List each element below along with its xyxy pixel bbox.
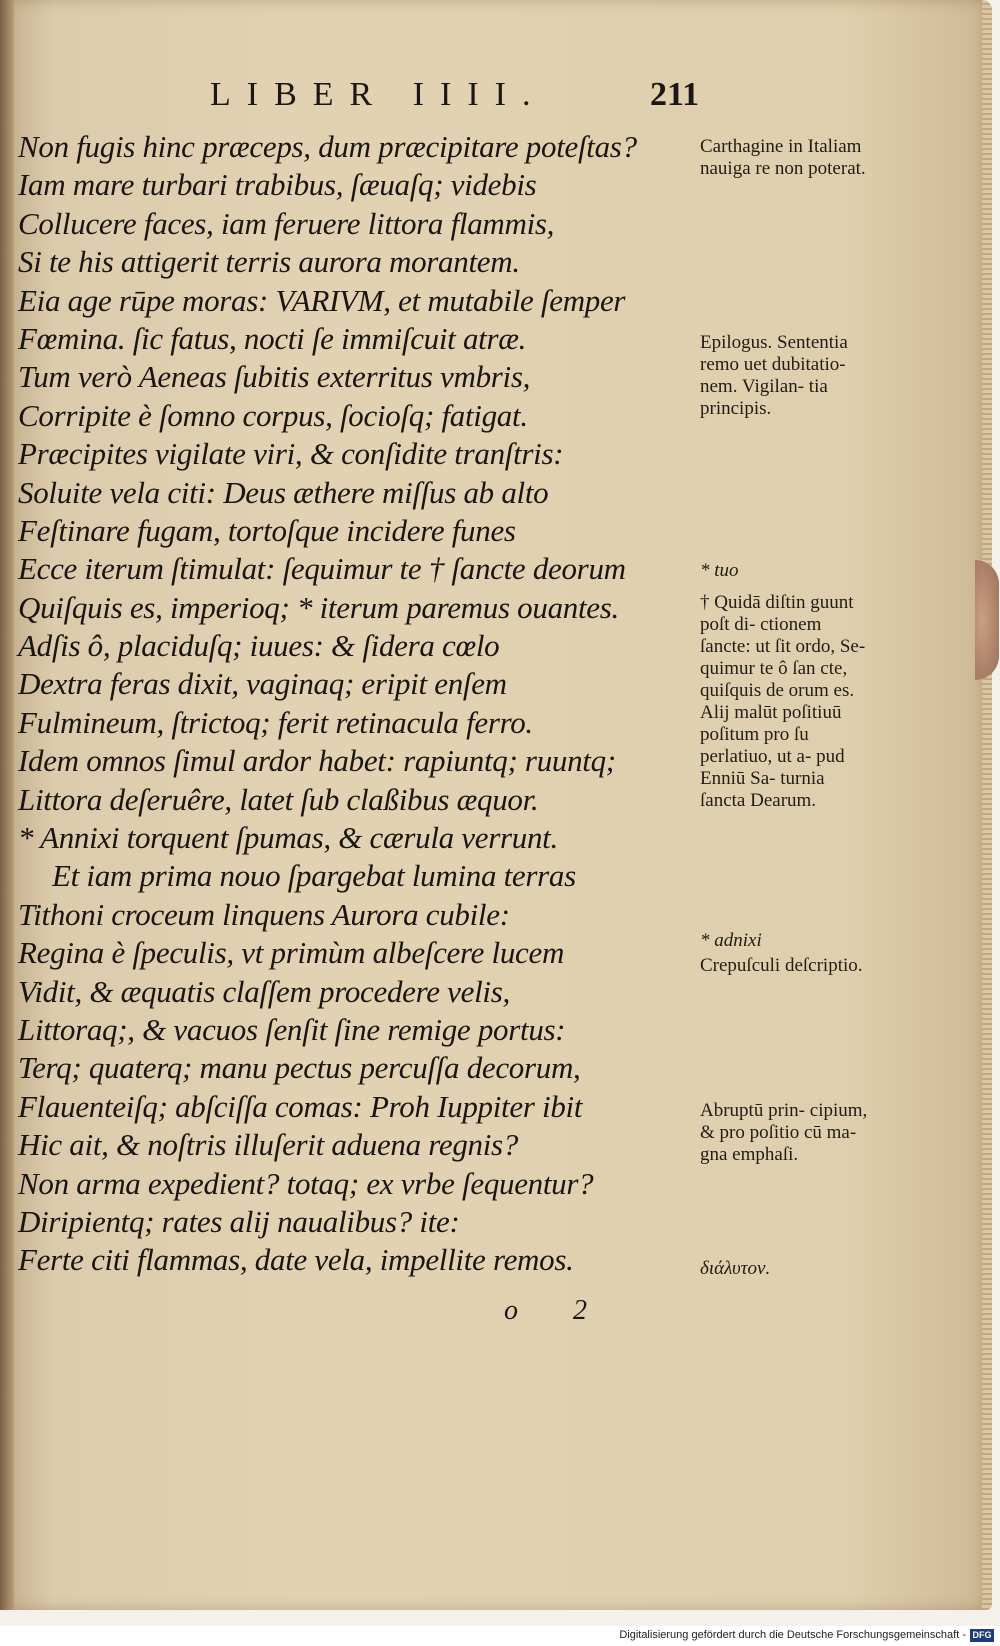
verse-line: Non arma expedient? totaq; ex vrbe ſequentur? [18, 1165, 594, 1201]
verse-line: Littoraq;, & vacuos ſenſit ſine remige portus: [18, 1011, 566, 1047]
verse-line: Regina è ſpeculis, vt primùm albeſcere lucem [18, 935, 565, 971]
verse-line: Ferte citi flammas, date vela, impellite remos. [18, 1242, 574, 1278]
marginal-note: Carthagine in Italiam nauiga re non poterat. [700, 136, 866, 179]
marginal-note: * adnixi [700, 930, 762, 951]
marginal-note: διάλυτον. [700, 1258, 771, 1279]
marginal-note: Epilogus. Sententia remo uet dubitatio- nem. Vigilan- tia principis. [700, 332, 848, 419]
marginal-note: Abruptū prin- cipium, & pro poſitio cū ma- gna emphaſi. [700, 1100, 868, 1165]
page-number: 211 [650, 76, 700, 113]
verse-line: Tithoni croceum linquens Aurora cubile: [18, 896, 510, 932]
verse-line: Ecce iterum ſtimulat: ſequimur te † ſancte deorum [18, 551, 626, 587]
verse-line: Collucere faces, iam feruere littora flammis, [18, 205, 555, 241]
verse-line: Littora deſeruêre, latet ſub claßibus æquor. [18, 781, 539, 817]
verse-line: Feſtinare fugam, tortoſque incidere funes [18, 512, 516, 548]
verse-line: Corripite è ſomno corpus, ſocioſq; fatigat. [18, 397, 528, 433]
funding-credit: Digitalisierung gefördert durch die Deutsche Forschungsgemeinschaft - [619, 1629, 966, 1641]
book-page [14, 0, 992, 1610]
verse-line: Idem omnos ſimul ardor habet: rapiuntq; ruuntq; [18, 743, 616, 779]
verse-line: Hic ait, & noſtris illuſerit aduena regnis? [18, 1127, 519, 1163]
verse-line: Tum verò Aeneas ſubitis exterritus vmbris, [18, 359, 531, 395]
verse-line: Vidit, & æquatis claſſem procedere velis, [18, 973, 510, 1009]
marginal-note: † Quidā diſtin guunt poſt di- ctionem ſancte: ut ſit ordo, Se- quimur te ô ſan cte, quiſquis de orum es. Alij malūt poſitiuū poſitum pro ſu perlatiuo, ut a- pud Enniū Sa- turnia ſancta Dearum. [700, 592, 866, 811]
verse-line: Adſis ô, placiduſq; iuues: & ſidera cœlo [18, 628, 500, 664]
verse-line: Et iam prima nouo ſpargebat lumina terras [52, 858, 576, 894]
verse-block [18, 128, 698, 1350]
verse-line: Præcipites vigilate viri, & conſidite tranſtris: [18, 436, 564, 472]
marginal-note: Crepuſculi deſcriptio. [700, 955, 863, 976]
verse-line: Si te his attigerit terris aurora morantem. [18, 244, 520, 280]
dfg-logo: DFG [970, 1629, 994, 1642]
marginalia-column [700, 0, 990, 1400]
digitization-footer [0, 1626, 1000, 1646]
verse-line: Diripientq; rates alij naualibus? ite: [18, 1203, 460, 1239]
verse-line: Soluite vela citi: Deus æthere miſſus ab alto [18, 474, 549, 510]
verse-line: Fulmineum, ſtrictoq; ferit retinacula ferro. [18, 704, 533, 740]
running-head: LIBER IIII. [210, 76, 547, 113]
verse-line: Dextra feras dixit, vaginaq; eripit enſem [18, 666, 507, 702]
verse-line: Eia age rūpe moras: VARIVM, et mutabile ſemper [18, 282, 626, 318]
verse-line: Flauenteiſq; abſciſſa comas: Proh Iuppiter ibit [18, 1088, 583, 1124]
marginal-note: * tuo [700, 560, 739, 581]
verse-line: Iam mare turbari trabibus, ſæuaſq; videbis [18, 167, 537, 203]
verse-line: Non fugis hinc præceps, dum præcipitare poteſtas? [18, 129, 637, 164]
verse-line: * Annixi torquent ſpumas, & cærula verrunt. [18, 820, 558, 856]
verse-line: Quiſquis es, imperioq; * iterum paremus ouantes. [18, 589, 619, 625]
verse-line: Terq; quaterq; manu pectus percuſſa decorum, [18, 1050, 581, 1086]
bookmark-tab [975, 560, 999, 680]
verse-line: Fœmina. ſic fatus, nocti ſe immiſcuit atræ. [18, 320, 527, 356]
signature-mark: o 2 [504, 1295, 611, 1326]
